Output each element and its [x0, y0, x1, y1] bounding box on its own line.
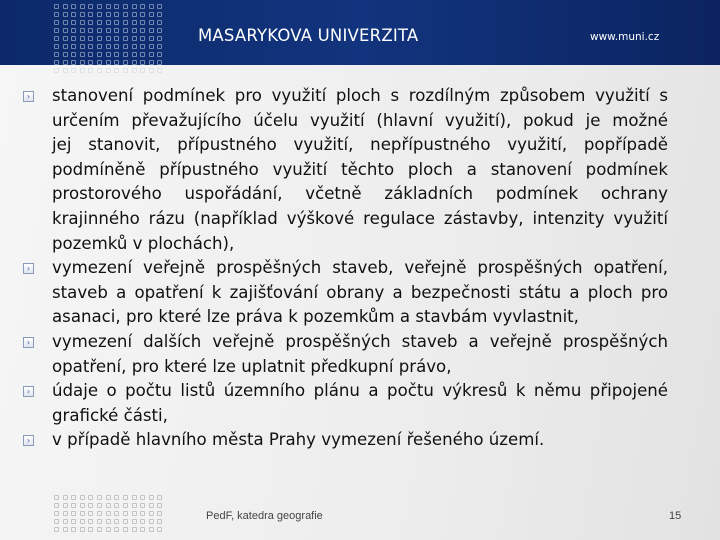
list-item — [26, 330, 668, 379]
list-item — [26, 379, 668, 428]
bullet-arrow-icon: › — [23, 386, 34, 397]
text-line: určením převažujícího účelu využití (hlavní využití), pokud je možné — [52, 110, 668, 130]
text-line: prostorového uspořádání, včetně základních podmínek ochrany — [52, 184, 668, 204]
text-line: pozemků v plochách), — [52, 233, 235, 253]
slide-header — [0, 0, 720, 65]
bullet-list — [26, 84, 668, 453]
university-url: www.muni.cz — [590, 31, 660, 43]
bullet-arrow-icon: › — [23, 337, 34, 348]
text-line: staveb a opatření k zajišťování obrany a bezpečnosti státu a ploch pro — [52, 282, 668, 302]
list-item — [26, 428, 668, 453]
text-line: opatření, pro které lze uplatnit předkupní právo, — [52, 356, 452, 376]
list-item — [26, 84, 668, 256]
text-line: jej stanovit, přípustného využití, nepřípustného využití, popřípadě — [52, 135, 668, 155]
list-item — [26, 256, 668, 330]
text-line: grafické části, — [52, 405, 168, 425]
text-line: asanaci, pro které lze práva k pozemkům a stavbám vyvlastnit, — [52, 307, 579, 327]
text-line: podmíněně přípustného využití těchto ploch a stanovení podmínek — [52, 159, 668, 179]
bullet-arrow-icon: › — [23, 435, 34, 446]
bullet-arrow-icon: › — [23, 91, 34, 102]
text-line: vymezení dalších veřejně prospěšných staveb a veřejně prospěšných — [52, 331, 668, 351]
text-line: v případě hlavního města Prahy vymezení řešeného území. — [52, 430, 545, 450]
footer-text: PedF, katedra geografie — [206, 510, 323, 522]
dot-pattern-footer — [54, 495, 166, 532]
text-line: krajinného rázu (například výškové regulace zástavby, intenzity využití — [52, 208, 668, 228]
text-line: vymezení veřejně prospěšných staveb, veřejně prospěšných opatření, — [52, 258, 668, 278]
text-line: údaje o počtu listů územního plánu a počtu výkresů k němu připojené — [52, 381, 668, 401]
text-line: stanovení podmínek pro využití ploch s rozdílným způsobem využití s — [52, 86, 668, 105]
dot-pattern-logo — [54, 4, 166, 73]
bullet-arrow-icon: › — [23, 263, 34, 274]
university-title: MASARYKOVA UNIVERZITA — [198, 26, 419, 45]
page-number: 15 — [669, 510, 682, 522]
